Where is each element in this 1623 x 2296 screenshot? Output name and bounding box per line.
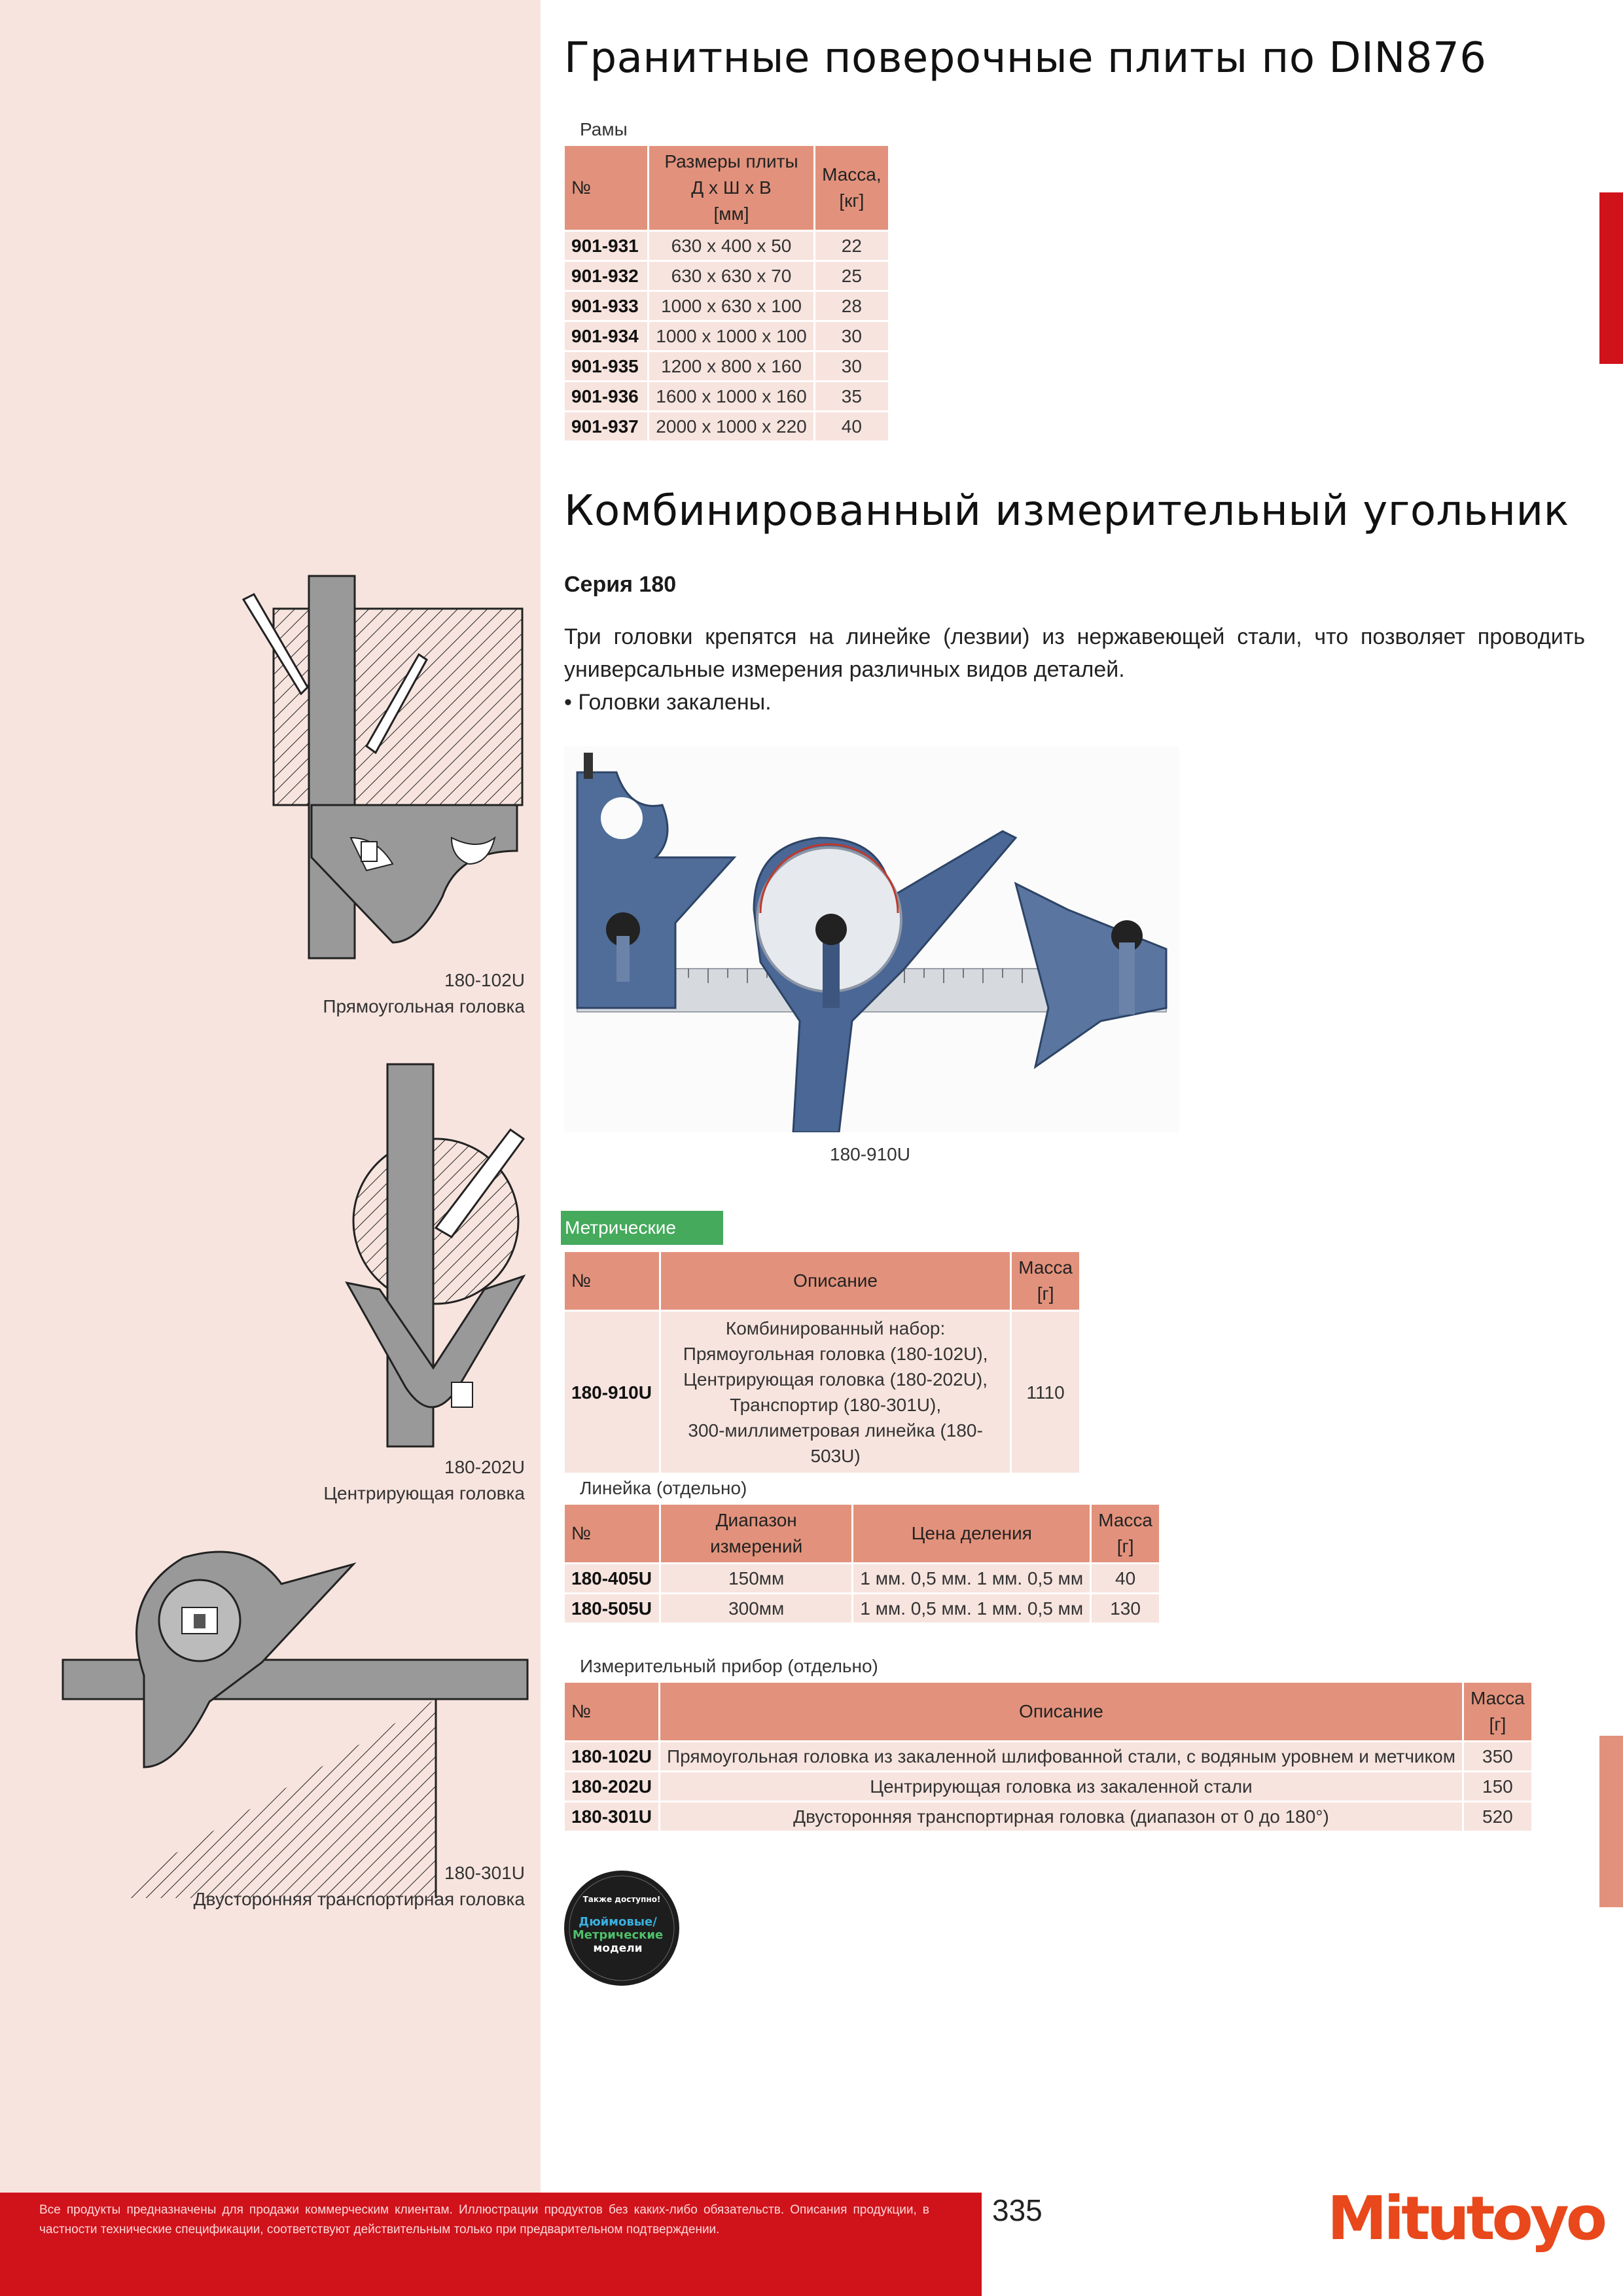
cell-number: 901-931 <box>565 232 647 260</box>
cell-dimensions: 630 x 630 x 70 <box>649 262 813 290</box>
col-range: Диапазон измерений <box>661 1505 851 1562</box>
cell-description: Двусторонняя транспортирная головка (диапазон от 0 до 180°) <box>660 1803 1462 1831</box>
table-row <box>565 1772 1531 1801</box>
cell-mass: 22 <box>815 232 888 260</box>
protractor-head-drawing <box>63 1552 527 1898</box>
cell-number: 180-505U <box>565 1594 659 1623</box>
table-header-row <box>565 1683 1531 1740</box>
cell-mass: 520 <box>1464 1803 1531 1831</box>
cell-number: 180-405U <box>565 1564 659 1592</box>
badge-top-text: Также доступно! <box>582 1895 661 1904</box>
product-description <box>564 620 1585 719</box>
combination-square-title: Комбинированный измерительный угольник <box>564 487 1569 535</box>
combination-square-photo <box>564 746 1179 1132</box>
table-row <box>565 322 888 350</box>
cell-mass: 35 <box>815 382 888 410</box>
table-header-row <box>565 1505 1159 1562</box>
table-row <box>565 1742 1531 1770</box>
col-number: № <box>565 1683 658 1740</box>
cell-description: Комбинированный набор: Прямоугольная головка (180-102U), Центрирующая головка (180-202U), Транспортир (180-301U), 300-миллиметровая линейка (180-503U) <box>661 1312 1010 1473</box>
col-number: № <box>565 1252 659 1310</box>
cell-dimensions: 1000 x 1000 x 100 <box>649 322 813 350</box>
col-dimensions: Размеры плиты Д х Ш х В [мм] <box>649 146 813 230</box>
cell-mass: 40 <box>1092 1564 1159 1592</box>
set-table <box>563 1250 1081 1475</box>
badge-line3: модели <box>593 1942 643 1955</box>
granite-plates-title: Гранитные поверочные плиты по DIN876 <box>564 34 1487 82</box>
cell-mass: 1110 <box>1012 1312 1079 1473</box>
ruler-table-caption: Линейка (отдельно) <box>580 1478 747 1498</box>
cell-mass: 40 <box>815 412 888 440</box>
table-row <box>565 1564 1159 1592</box>
cell-number: 901-937 <box>565 412 647 440</box>
col-mass: Масса [г] <box>1012 1252 1079 1310</box>
ruler-table <box>563 1503 1161 1624</box>
cell-mass: 30 <box>815 322 888 350</box>
page-number: 335 <box>992 2193 1043 2227</box>
cell-graduation: 1 мм. 0,5 мм. 1 мм. 0,5 мм <box>853 1594 1090 1623</box>
cell-dimensions: 630 x 400 x 50 <box>649 232 813 260</box>
cell-mass: 28 <box>815 292 888 320</box>
cell-mass: 30 <box>815 352 888 380</box>
table-row <box>565 382 888 410</box>
cell-mass: 25 <box>815 262 888 290</box>
col-number: № <box>565 146 647 230</box>
heads-table <box>563 1681 1533 1833</box>
table-row <box>565 292 888 320</box>
badge-line2: Метрические <box>572 1928 664 1942</box>
table-row <box>565 1312 1079 1473</box>
cell-number: 901-936 <box>565 382 647 410</box>
col-description: Описание <box>660 1683 1462 1740</box>
series-label: Серия 180 <box>564 572 677 597</box>
cell-mass: 130 <box>1092 1594 1159 1623</box>
col-mass: Масса [г] <box>1092 1505 1159 1562</box>
frames-table <box>563 144 890 442</box>
col-mass: Масса, [кг] <box>815 146 888 230</box>
table-row <box>565 262 888 290</box>
cell-graduation: 1 мм. 0,5 мм. 1 мм. 0,5 мм <box>853 1564 1090 1592</box>
table-row <box>565 412 888 440</box>
cell-number: 180-102U <box>565 1742 658 1770</box>
cell-dimensions: 1000 x 630 x 100 <box>649 292 813 320</box>
table-row <box>565 1594 1159 1623</box>
cell-dimensions: 2000 x 1000 x 220 <box>649 412 813 440</box>
illustration-name: Прямоугольная головка <box>323 996 525 1016</box>
section-tab-marker-secondary <box>1599 1736 1623 1907</box>
table-header-row <box>565 1252 1079 1310</box>
illustration-code: 180-301U <box>444 1863 525 1883</box>
centre-head-drawing <box>347 1064 524 1446</box>
metric-category-label: Метрические <box>561 1211 723 1245</box>
head-illustrations <box>0 0 541 1931</box>
square-head-drawing <box>243 576 522 958</box>
cell-mass: 350 <box>1464 1742 1531 1770</box>
heads-table-caption: Измерительный прибор (отдельно) <box>580 1656 878 1676</box>
cell-number: 901-932 <box>565 262 647 290</box>
cell-number: 901-934 <box>565 322 647 350</box>
description-text: Три головки крепятся на линейке (лезвии) из нержавеющей стали, что позволяет проводить универсальные измерения различных видов деталей. <box>564 624 1585 682</box>
cell-description: Прямоугольная головка из закаленной шлифованной стали, с водяным уровнем и метчиком <box>660 1742 1462 1770</box>
col-number: № <box>565 1505 659 1562</box>
cell-number: 901-933 <box>565 292 647 320</box>
col-description: Описание <box>661 1252 1010 1310</box>
inch-metric-badge <box>563 1869 681 1987</box>
badge-line1: Дюймовые/ <box>579 1915 657 1929</box>
cell-number: 180-202U <box>565 1772 658 1801</box>
table-row <box>565 352 888 380</box>
col-graduation: Цена деления <box>853 1505 1090 1562</box>
frames-caption: Рамы <box>580 119 628 139</box>
mitutoyo-logo: Mitutoyo <box>1327 2183 1604 2253</box>
footer-disclaimer: Все продукты предназначены для продажи коммерческим клиентам. Иллюстрации продуктов без каких-либо обязательств. Описания продукции, в частности технические спецификации, соответствуют действительным только при предварительном подтверждении. <box>39 2203 929 2236</box>
description-bullet: • Головки закалены. <box>564 690 772 715</box>
col-mass: Масса [г] <box>1464 1683 1531 1740</box>
cell-description: Центрирующая головка из закаленной стали <box>660 1772 1462 1801</box>
cell-dimensions: 1200 x 800 x 160 <box>649 352 813 380</box>
cell-number: 901-935 <box>565 352 647 380</box>
illustration-name: Двусторонняя транспортирная головка <box>193 1889 525 1909</box>
cell-range: 300мм <box>661 1594 851 1623</box>
cell-mass: 150 <box>1464 1772 1531 1801</box>
cell-number: 180-301U <box>565 1803 658 1831</box>
section-tab-marker <box>1599 192 1623 364</box>
cell-range: 150мм <box>661 1564 851 1592</box>
cell-number: 180-910U <box>565 1312 659 1473</box>
illustration-name: Центрирующая головка <box>323 1483 525 1503</box>
table-row <box>565 232 888 260</box>
illustration-code: 180-202U <box>444 1457 525 1477</box>
photo-caption: 180-910U <box>830 1144 910 1164</box>
table-header-row <box>565 146 888 230</box>
illustration-code: 180-102U <box>444 970 525 990</box>
cell-dimensions: 1600 x 1000 x 160 <box>649 382 813 410</box>
table-row <box>565 1803 1531 1831</box>
